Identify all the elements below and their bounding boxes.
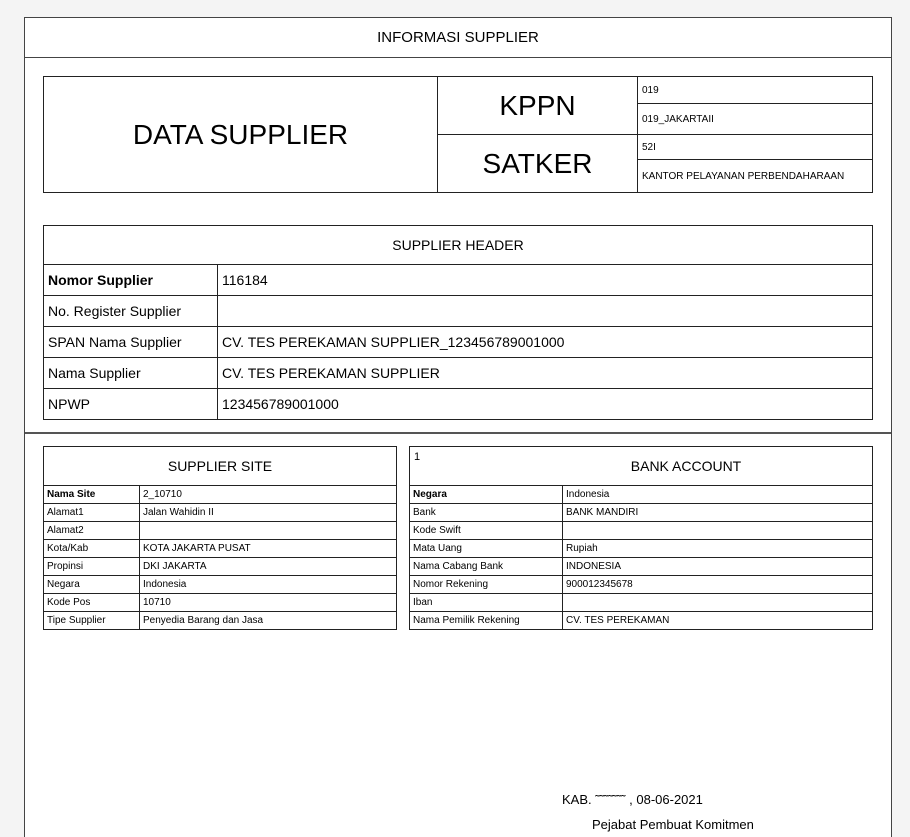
- table-row: [44, 540, 397, 558]
- row-value: [140, 522, 397, 540]
- row-label: Kota/Kab: [44, 540, 140, 558]
- document-page: [24, 17, 892, 837]
- satker-code: 52I: [638, 135, 872, 160]
- data-supplier-label: DATA SUPPLIER: [44, 77, 438, 192]
- table-row: [410, 612, 873, 630]
- table-row: [44, 389, 873, 420]
- row-value: BANK MANDIRI: [563, 504, 873, 522]
- row-value: CV. TES PEREKAMAN SUPPLIER: [218, 358, 873, 389]
- supplier-header-title: SUPPLIER HEADER: [44, 226, 873, 265]
- page-title: INFORMASI SUPPLIER: [25, 18, 891, 58]
- table-row: [44, 594, 397, 612]
- row-value: Penyedia Barang dan Jasa: [140, 612, 397, 630]
- supplier-site-title: SUPPLIER SITE: [44, 447, 397, 486]
- bank-account-table: [409, 446, 873, 630]
- row-value: KOTA JAKARTA PUSAT: [140, 540, 397, 558]
- table-row: [410, 576, 873, 594]
- table-row: [410, 594, 873, 612]
- row-value: CV. TES PEREKAMAN SUPPLIER_123456789001000: [218, 327, 873, 358]
- row-label: SPAN Nama Supplier: [44, 327, 218, 358]
- row-value: 116184: [218, 265, 873, 296]
- row-label: Nomor Rekening: [410, 576, 563, 594]
- table-row: [410, 522, 873, 540]
- row-label: Bank: [410, 504, 563, 522]
- row-value: Indonesia: [140, 576, 397, 594]
- row-value: 10710: [140, 594, 397, 612]
- row-label: Nama Cabang Bank: [410, 558, 563, 576]
- row-value: [218, 296, 873, 327]
- kppn-label: KPPN: [438, 77, 638, 135]
- row-label: Negara: [44, 576, 140, 594]
- row-value: INDONESIA: [563, 558, 873, 576]
- table-row: [44, 504, 397, 522]
- supplier-site-table: [43, 446, 397, 630]
- table-row: [44, 358, 873, 389]
- row-value: 900012345678: [563, 576, 873, 594]
- row-label: Mata Uang: [410, 540, 563, 558]
- row-value: Jalan Wahidin II: [140, 504, 397, 522]
- row-label: Alamat2: [44, 522, 140, 540]
- row-value: DKI JAKARTA: [140, 558, 397, 576]
- table-row: [44, 522, 397, 540]
- table-row: [44, 558, 397, 576]
- supplier-header-table: [43, 225, 873, 420]
- row-value: 123456789001000: [218, 389, 873, 420]
- signer-title: Pejabat Pembuat Komitmen: [592, 817, 754, 832]
- table-row: [410, 540, 873, 558]
- table-row: [44, 576, 397, 594]
- section-divider: [25, 432, 891, 434]
- row-label: Iban: [410, 594, 563, 612]
- row-value: 2_10710: [140, 486, 397, 504]
- row-value: Rupiah: [563, 540, 873, 558]
- table-row: [44, 265, 873, 296]
- row-label: Nama Supplier: [44, 358, 218, 389]
- table-row: [44, 327, 873, 358]
- row-label: NPWP: [44, 389, 218, 420]
- row-label: Alamat1: [44, 504, 140, 522]
- row-label: Nama Pemilik Rekening: [410, 612, 563, 630]
- row-label: Tipe Supplier: [44, 612, 140, 630]
- row-label: No. Register Supplier: [44, 296, 218, 327]
- row-value: Indonesia: [563, 486, 873, 504]
- row-label: Kode Pos: [44, 594, 140, 612]
- table-row: [44, 486, 397, 504]
- bank-account-title: BANK ACCOUNT: [630, 458, 742, 474]
- bank-account-index: 1: [414, 451, 421, 463]
- table-row: [44, 296, 873, 327]
- row-label: Nama Site: [44, 486, 140, 504]
- bank-account-header: [410, 447, 873, 486]
- place-date: KAB. ˜˜˜˜˜˜˜ , 08-06-2021: [562, 792, 703, 807]
- kppn-code: 019: [638, 77, 872, 104]
- table-row: [410, 558, 873, 576]
- row-label: Negara: [410, 486, 563, 504]
- row-value: CV. TES PEREKAMAN: [563, 612, 873, 630]
- row-value: [563, 522, 873, 540]
- row-label: Nomor Supplier: [44, 265, 218, 296]
- row-value: [563, 594, 873, 612]
- data-supplier-block: [43, 76, 873, 193]
- table-row: [410, 486, 873, 504]
- satker-name: KANTOR PELAYANAN PERBENDAHARAAN: [642, 170, 845, 182]
- satker-label: SATKER: [438, 135, 638, 192]
- table-row: [410, 504, 873, 522]
- table-row: [44, 612, 397, 630]
- kppn-name: 019_JAKARTAII: [638, 104, 872, 135]
- row-label: Kode Swift: [410, 522, 563, 540]
- row-label: Propinsi: [44, 558, 140, 576]
